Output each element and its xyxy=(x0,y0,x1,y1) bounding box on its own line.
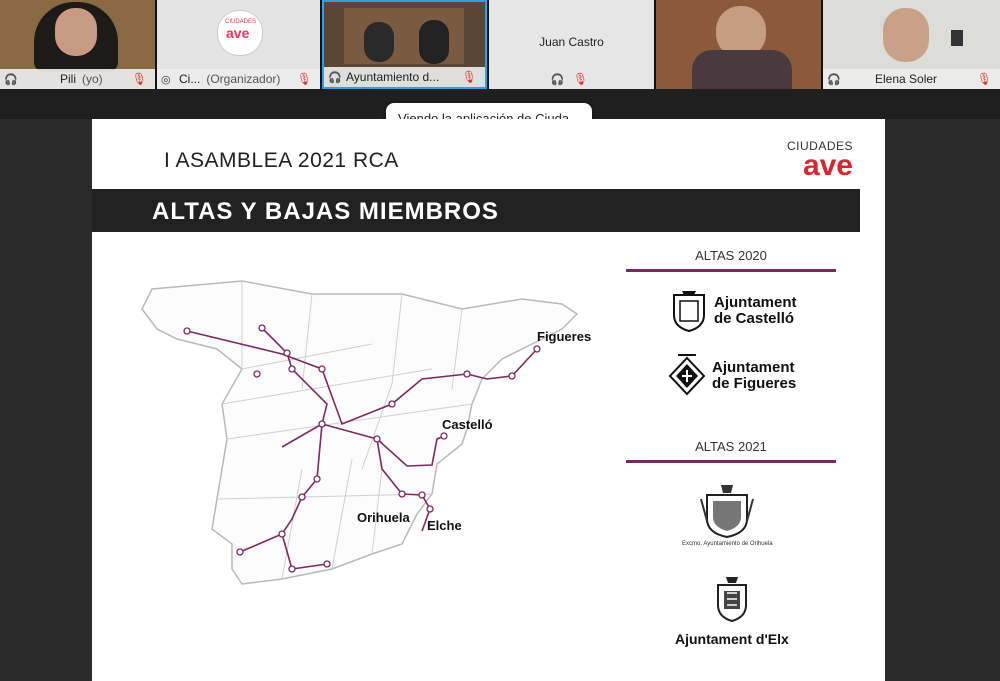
object xyxy=(951,30,963,46)
mic-muted-icon: 🎙 xyxy=(572,72,589,86)
participants-icon: ◎ xyxy=(161,74,171,86)
body xyxy=(692,50,792,89)
shared-slide xyxy=(92,119,885,681)
figueres-logo: Ajuntament de Figueres xyxy=(668,354,796,398)
participants-strip xyxy=(0,0,1000,89)
mic-muted-icon: 🎙 xyxy=(461,70,477,84)
participant-tile[interactable] xyxy=(0,0,155,89)
orihuela-logo: Excmo. Ayuntamiento de Orihuela xyxy=(682,481,773,547)
mic-muted-icon: 🎙 xyxy=(976,72,992,86)
participant-label: 🎧 Elena Soler 🎙 xyxy=(823,69,1000,89)
castello-crest-icon xyxy=(670,289,708,333)
person xyxy=(419,20,449,64)
map-label-elche: Elche xyxy=(427,518,462,533)
person xyxy=(364,22,394,62)
elx-logo: Ajuntament d'Elx xyxy=(675,575,789,647)
participant-label: ◎ Ci... (Organizador) 🎙 xyxy=(157,69,320,89)
map-outline xyxy=(142,281,577,584)
participant-tile[interactable] xyxy=(157,0,320,89)
mic-muted-icon: 🎙 xyxy=(296,72,312,86)
headset-icon: 🎧 xyxy=(827,74,841,86)
participant-label: 🎧 Ayuntamiento d... 🎙 xyxy=(324,67,485,87)
headset-icon: 🎧 xyxy=(550,74,565,86)
figueres-crest-icon xyxy=(668,354,706,398)
mic-muted-icon: 🎙 xyxy=(131,72,147,86)
altas-2021-rule xyxy=(626,460,836,463)
participant-tile[interactable] xyxy=(823,0,1000,89)
headset-icon: 🎧 xyxy=(328,72,342,84)
face xyxy=(55,8,97,56)
avatar-logo-ave: ave xyxy=(226,25,250,41)
participant-label: 🎧 Pili (yo) 🎙 xyxy=(0,69,155,89)
orihuela-crest-icon xyxy=(699,481,755,539)
participant-label xyxy=(489,69,654,89)
face xyxy=(883,8,929,62)
castello-logo: Ajuntament de Castelló xyxy=(670,289,797,333)
altas-2020-heading: ALTAS 2020 xyxy=(695,248,767,263)
elx-crest-icon xyxy=(714,575,750,623)
spain-rail-map xyxy=(132,269,612,599)
slide-title: I ASAMBLEA 2021 RCA xyxy=(164,149,399,172)
participant-tile-active[interactable] xyxy=(322,0,487,89)
avatar-logo-text: CIUDADES xyxy=(225,19,257,25)
participant-name-center: Juan Castro xyxy=(539,35,604,49)
headset-icon: 🎧 xyxy=(4,74,18,86)
map-label-orihuela: Orihuela xyxy=(357,510,410,525)
map-label-figueres: Figueres xyxy=(537,329,592,344)
participant-tile[interactable] xyxy=(489,0,654,89)
map-label-castello: Castelló xyxy=(442,417,493,432)
avatar xyxy=(217,10,263,56)
altas-2020-rule xyxy=(626,269,836,272)
ciudades-ave-logo: CIUDADES ave xyxy=(786,139,853,182)
participant-tile[interactable] xyxy=(656,0,821,89)
section-title: ALTAS Y BAJAS MIEMBROS xyxy=(152,198,499,225)
section-bar xyxy=(92,189,860,232)
altas-2021-heading: ALTAS 2021 xyxy=(695,439,767,454)
